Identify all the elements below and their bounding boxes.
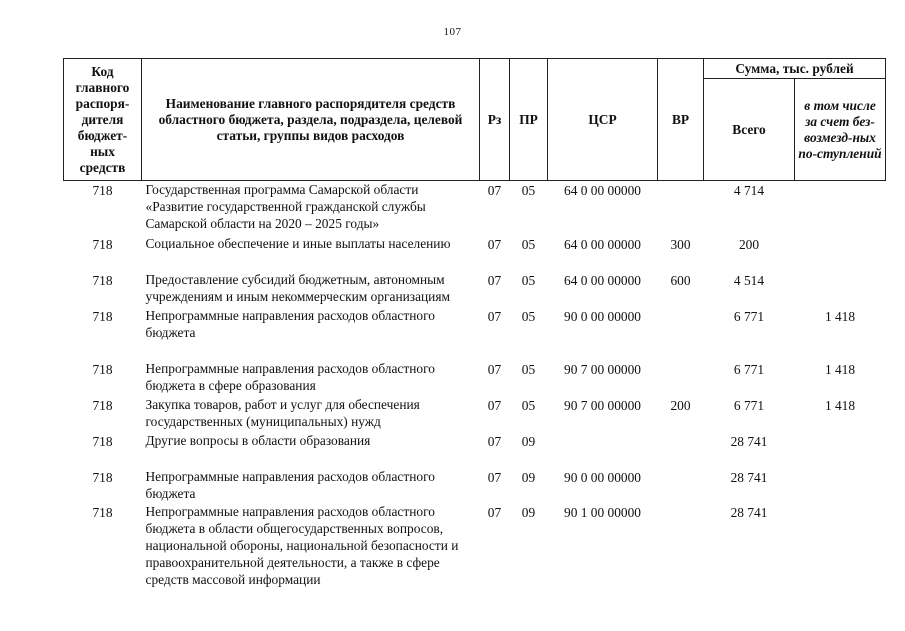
cell-csr: 90 7 00 00000 xyxy=(564,398,641,413)
header-vr: ВР xyxy=(658,59,704,181)
cell-csr: 90 0 00 00000 xyxy=(564,309,641,324)
cell-pr: 05 xyxy=(521,183,536,198)
cell-csr: 64 0 00 00000 xyxy=(564,273,641,288)
cell-total: 6 771 xyxy=(733,362,765,377)
cell-kod: 718 xyxy=(92,309,113,324)
cell-csr xyxy=(548,432,658,468)
cell-vr: 600 xyxy=(670,273,691,288)
cell-name: Непрограммные направления расходов областного бюджета xyxy=(145,308,435,340)
cell-grants xyxy=(795,181,886,236)
cell-grants xyxy=(795,271,886,307)
cell-rz: 07 xyxy=(487,183,502,198)
cell-vr: 200 xyxy=(670,398,691,413)
cell-rz: 07 xyxy=(487,434,502,449)
cell-rz: 07 xyxy=(487,505,502,520)
cell-name: Государственная программа Самарской области «Развитие государственной гражданской службы Самарской области на 2020 – 2025 годы» xyxy=(145,182,426,231)
cell-rz: 07 xyxy=(487,470,502,485)
cell-total: 6 771 xyxy=(733,398,765,413)
cell-kod: 718 xyxy=(92,505,113,520)
table-row xyxy=(64,468,886,503)
cell-rz: 07 xyxy=(487,362,502,377)
cell-pr: 09 xyxy=(521,470,536,485)
cell-csr: 90 7 00 00000 xyxy=(564,362,641,377)
header-csr: ЦСР xyxy=(548,59,658,181)
cell-vr xyxy=(658,468,704,503)
cell-rz: 07 xyxy=(487,273,502,288)
cell-pr: 09 xyxy=(521,434,536,449)
cell-csr: 90 1 00 00000 xyxy=(564,505,641,520)
cell-grants: 1 418 xyxy=(824,309,856,324)
page-number: 107 xyxy=(443,26,462,38)
cell-name: Другие вопросы в области образования xyxy=(145,433,371,448)
cell-pr: 05 xyxy=(521,398,536,413)
table-row xyxy=(64,360,886,396)
header-rz: Рз xyxy=(480,59,510,181)
cell-kod: 718 xyxy=(92,237,113,252)
table-body xyxy=(64,181,886,590)
cell-pr: 05 xyxy=(521,273,536,288)
cell-name: Предоставление субсидий бюджетным, автономным учреждениям и иным некоммерческим организациям xyxy=(145,272,450,304)
table-row xyxy=(64,307,886,360)
budget-table xyxy=(63,58,886,589)
cell-grants xyxy=(795,503,886,589)
header-kod: Код главного распоря-дителя бюджет-ных средств xyxy=(64,59,142,181)
cell-total: 200 xyxy=(738,237,760,252)
cell-pr: 05 xyxy=(521,309,536,324)
cell-total: 28 741 xyxy=(730,505,768,520)
cell-kod: 718 xyxy=(92,362,113,377)
cell-grants: 1 418 xyxy=(824,362,856,377)
cell-grants xyxy=(795,432,886,468)
cell-grants xyxy=(795,235,886,271)
header-grants: в том числе за счет без-возмезд-ных по-ступлений xyxy=(795,79,886,181)
cell-csr: 64 0 00 00000 xyxy=(564,237,641,252)
header-pr: ПР xyxy=(510,59,548,181)
cell-total: 28 741 xyxy=(730,470,768,485)
cell-vr xyxy=(658,181,704,236)
cell-kod: 718 xyxy=(92,398,113,413)
table-row xyxy=(64,396,886,432)
cell-grants: 1 418 xyxy=(824,398,856,413)
cell-kod: 718 xyxy=(92,470,113,485)
table-row xyxy=(64,181,886,236)
cell-rz: 07 xyxy=(487,309,502,324)
cell-total: 4 514 xyxy=(733,273,765,288)
cell-pr: 09 xyxy=(521,505,536,520)
cell-name: Непрограммные направления расходов областного бюджета xyxy=(145,469,435,501)
cell-vr xyxy=(658,360,704,396)
cell-rz: 07 xyxy=(487,237,502,252)
cell-total: 4 714 xyxy=(733,183,765,198)
cell-csr: 90 0 00 00000 xyxy=(564,470,641,485)
cell-name: Социальное обеспечение и иные выплаты населению xyxy=(145,236,451,251)
table-row xyxy=(64,235,886,271)
cell-kod: 718 xyxy=(92,183,113,198)
header-name: Наименование главного распорядителя средств областного бюджета, раздела, подраздела, целевой статьи, группы видов расходов xyxy=(142,59,480,181)
table-header xyxy=(64,59,886,181)
header-sum-group: Сумма, тыс. рублей xyxy=(704,59,886,79)
cell-kod: 718 xyxy=(92,273,113,288)
cell-kod: 718 xyxy=(92,434,113,449)
cell-vr xyxy=(658,307,704,360)
cell-total: 6 771 xyxy=(733,309,765,324)
table-row xyxy=(64,432,886,468)
cell-grants xyxy=(795,468,886,503)
cell-pr: 05 xyxy=(521,362,536,377)
cell-name: Непрограммные направления расходов областного бюджета в сфере образования xyxy=(145,361,435,393)
table-row xyxy=(64,503,886,589)
cell-rz: 07 xyxy=(487,398,502,413)
cell-pr: 05 xyxy=(521,237,536,252)
cell-csr: 64 0 00 00000 xyxy=(564,183,641,198)
cell-name: Непрограммные направления расходов областного бюджета в области общегосударственных вопросов, национальной обороны, национальной безопасности и правоохранительной деятельности, а также в сфере средств массовой информации xyxy=(145,504,459,587)
cell-vr: 300 xyxy=(670,237,691,252)
cell-total: 28 741 xyxy=(730,434,768,449)
table-row xyxy=(64,271,886,307)
cell-name: Закупка товаров, работ и услуг для обеспечения государственных (муниципальных) нужд xyxy=(145,397,420,429)
cell-vr xyxy=(658,432,704,468)
cell-vr xyxy=(658,503,704,589)
header-total: Всего xyxy=(704,79,795,181)
